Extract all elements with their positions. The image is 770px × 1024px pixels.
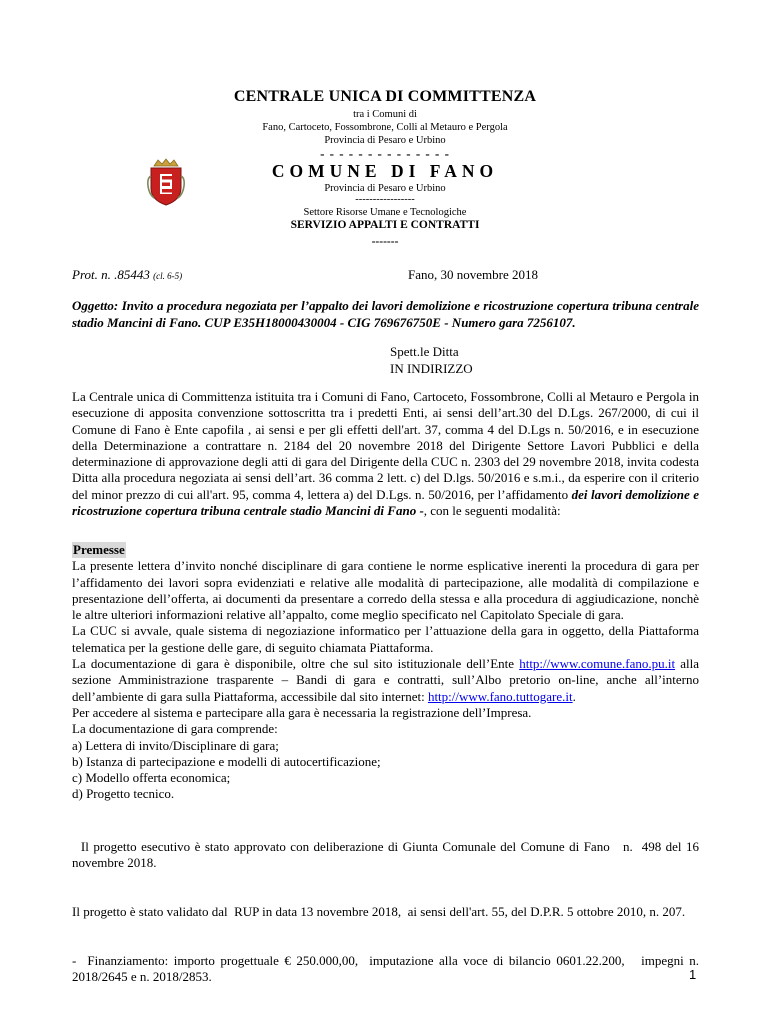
doc-list-item: b) Istanza di partecipazione e modelli di autocertificazione; — [72, 753, 381, 769]
comune-fano-link[interactable]: http://www.comune.fano.pu.it — [519, 656, 676, 672]
premesse-paragraph-5: La documentazione di gara comprende: — [72, 721, 278, 737]
comune-title: COMUNE DI FANO — [271, 161, 499, 181]
premesse-paragraph-4: Per accedere al sistema e partecipare alla gara è necessaria la registrazione dell’Impresa. — [72, 704, 532, 720]
premesse-p3-text-a: La documentazione di gara è disponibile, oltre che sul sito istituzionale dell’Ente — [72, 656, 520, 672]
approval-paragraph-1: Il progetto esecutivo è stato approvato con deliberazione di Giunta Comunale del Comune di Fano n. 498 del 16 novembre 2018. — [72, 838, 703, 870]
approval-paragraph-3: - Finanziamento: importo progettuale € 250.000,00, imputazione alla voce di bilancio 0601.22.200, impegni n. 2018/2645 e n. 2018/2853. — [72, 952, 703, 984]
doc-list-item: d) Progetto tecnico. — [72, 786, 175, 802]
premesse-p3-text-b: alla sezione Amministrazione trasparente – Bandi di gara e contratti, sull’Albo pretorio on-line, anche all’interno dell’ambiente di gara sulla Piattaforma, accessibile dal sito internet: — [72, 656, 699, 704]
protocol-number — [72, 267, 182, 283]
premesse-paragraph-3 — [72, 656, 699, 705]
header-line-2: Fano, Cartoceto, Fossombrone, Colli al Metauro e Pergola — [262, 122, 508, 133]
doc-list-item: c) Modello offerta economica; — [72, 770, 231, 786]
premesse-paragraph-1: La presente lettera d’invito nonché disciplinare di gara contiene le norme esplicative inerenti la procedura di gara per l’affidamento dei lavori sopra evidenziati e relative alle modalità di partecipazione, alle modalità di compilazione e presentazione dell’offerta, ai documenti da presentare a corredo della stessa e alla procedura di aggiudicazione, nonchè le altre ulteriori informazioni relative all’appalto, come meglio specificato nel Capitolato Speciale di gara. — [72, 558, 699, 623]
approval-paragraph-2: Il progetto è stato validato dal RUP in data 13 novembre 2018, ai sensi dell'art. 55, del D.P.R. 5 ottobre 2010, n. 207. — [72, 903, 686, 919]
premesse-heading: Premesse — [73, 542, 125, 557]
header-dashes-3: ------- — [371, 236, 399, 248]
comune-provincia: Provincia di Pesaro e Urbino — [324, 183, 446, 194]
approval-section — [72, 806, 703, 1018]
intro-text: La Centrale unica di Committenza istituita tra i Comuni di Fano, Cartoceto, Fossombrone, Colli al Metauro e Pergola in esecuzione di apposita convenzione sottoscritta tra i predetti Enti, ai sensi dell’art.30 del D.Lgs. 267/2000, di cui il Comune di Fano è Ente capofila , ai sensi e per gli effetti dell'art. 37, comma 4 del D.Lgs n. 50/2016, e in esecuzione della Determinazione a contrattare n. 2184 del 20 novembre 2018 del Dirigente Settore Lavori Pubblici e della determinazione di approvazione degli atti di gara del Dirigente della CUC n. 2303 del 29 novembre 2018, invita codesta Ditta alla procedura negoziata ai sensi dell’art. 36 comma 2 lett. c) del D.lgs. 50/2016 e s.m.i., da esperire con il criterio del minor prezzo di cui all'art. 95, comma 4, lettera a) del D.Lgs. n. 50/2016, per l’affidamento — [72, 389, 699, 502]
intro-paragraph — [72, 389, 699, 519]
tuttogare-link[interactable]: http://www.fano.tuttogare.it — [427, 688, 573, 704]
premesse-p3-text-c: . — [572, 688, 576, 704]
protocol-label: Prot. n. .85443 — [72, 267, 150, 282]
recipient-line-1: Spett.le Ditta — [390, 344, 459, 359]
intro-bold-text: dei lavori demolizione e ricostruzione copertura tribuna centrale stadio Mancini di Fano - — [72, 486, 699, 519]
settore-line: Settore Risorse Umane e Tecnologiche — [303, 207, 467, 218]
premesse-section — [72, 542, 699, 803]
header-dashes-1: - - - - - - - - - - - - - - — [320, 146, 450, 161]
page-number: 1 — [689, 967, 697, 982]
recipient-line-2: IN INDIRIZZO — [390, 361, 473, 376]
header-line-1: tra i Comuni di — [353, 109, 417, 120]
subject-paragraph: Oggetto: Invito a procedura negoziata per l’appalto dei lavori demolizione e ricostruzione copertura tribuna centrale stadio Mancini di Fano. CUP E35H18000430004 - CIG 769676750E - Numero gara 7256107. — [72, 298, 699, 330]
header-line-3: Provincia di Pesaro e Urbino — [324, 135, 446, 146]
premesse-paragraph-2: La CUC si avvale, quale sistema di negoziazione informatico per l’attuazione della gara in oggetto, della Piattaforma telematica per la gestione delle gare, di seguito chiamata Piattaforma. — [72, 623, 699, 655]
letter-date: Fano, 30 novembre 2018 — [408, 267, 538, 282]
cuc-title: CENTRALE UNICA DI COMMITTENZA — [233, 88, 537, 105]
servizio-title: SERVIZIO APPALTI E CONTRATTI — [290, 219, 480, 231]
protocol-class: (cl. 6-5) — [153, 271, 183, 281]
intro-tail: , con le seguenti modalità: — [423, 503, 561, 519]
doc-list-item: a) Lettera di invito/Disciplinare di gara; — [72, 737, 279, 753]
header-dashes-2: ----------------- — [355, 194, 415, 205]
